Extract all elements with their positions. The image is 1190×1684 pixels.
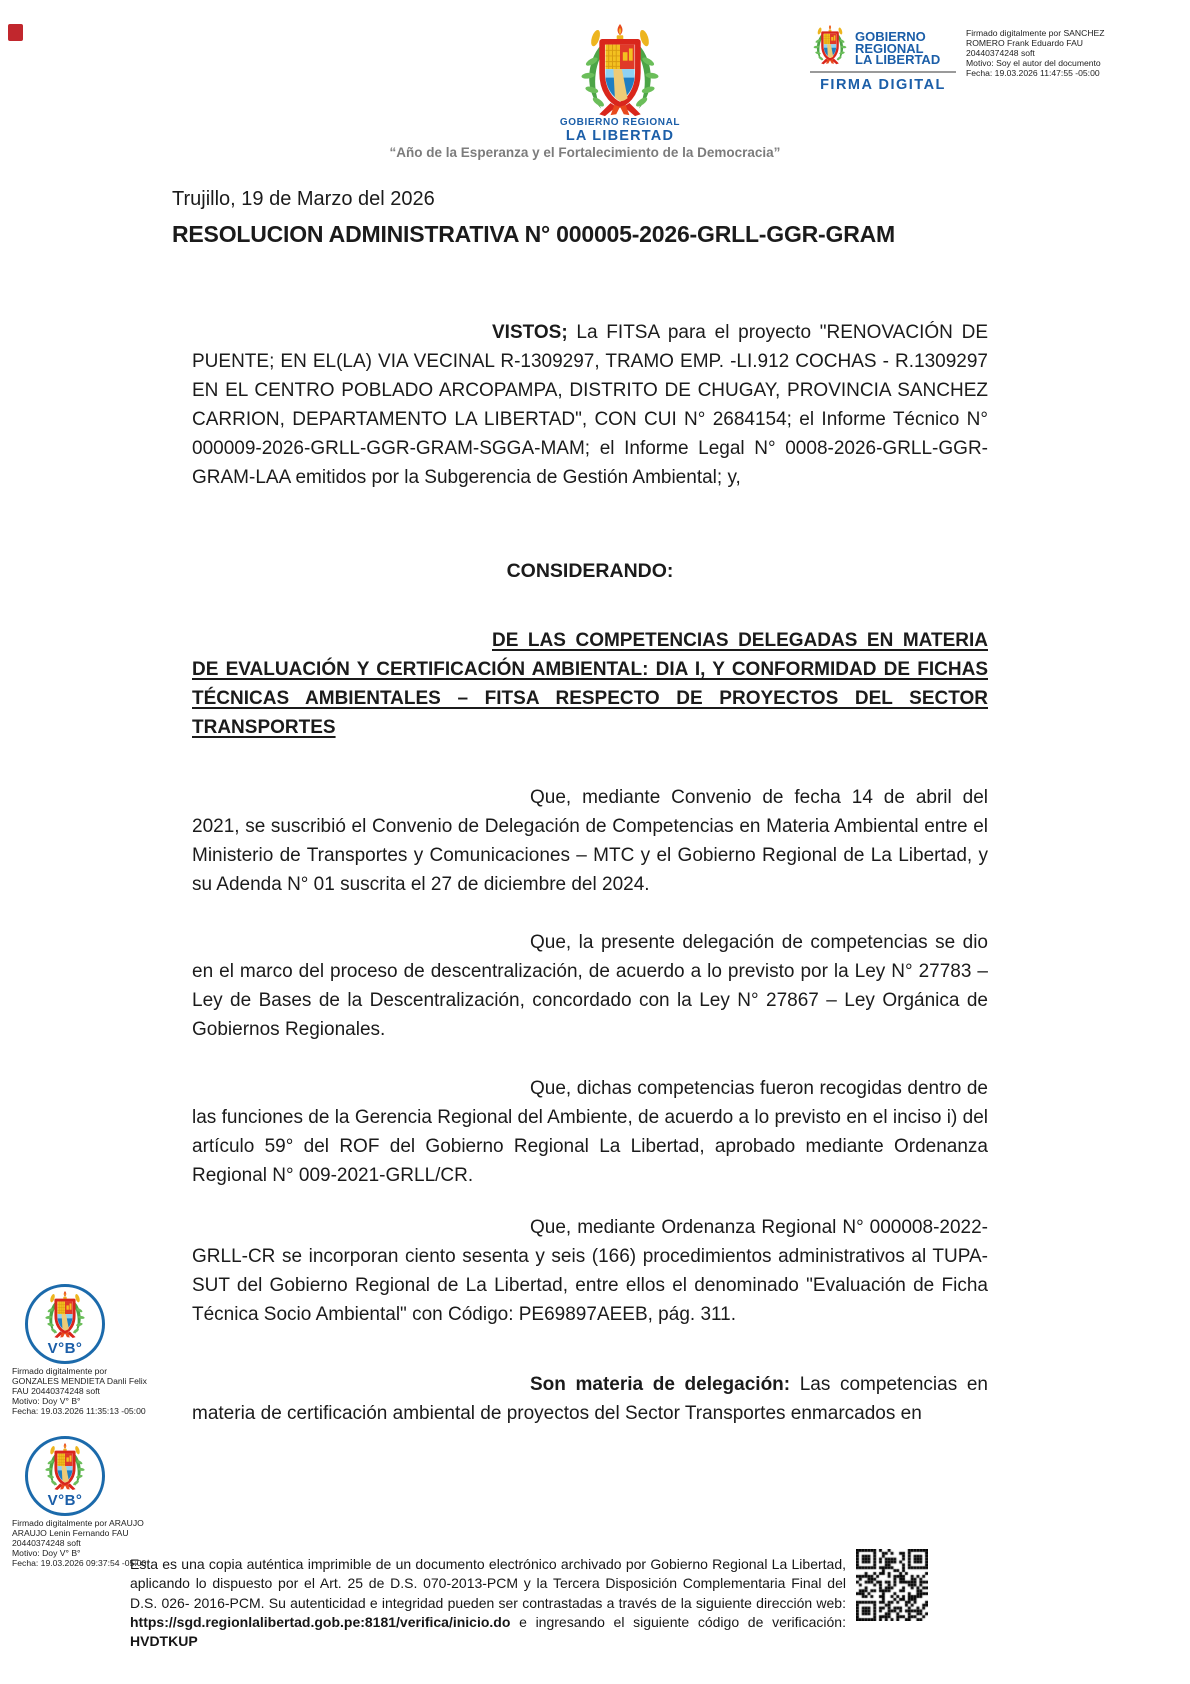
firma-digital-label: FIRMA DIGITAL — [820, 77, 946, 93]
signature-emblem-icon — [810, 22, 850, 68]
vistos-paragraph — [192, 318, 988, 492]
signature-detail-line: Firmado digitalmente por SANCHEZ — [966, 28, 1105, 38]
vobo-detail-line: Fecha: 19.03.2026 11:35:13 -05:00 — [12, 1406, 146, 1416]
motto-text: “Año de la Esperanza y el Fortalecimiento de la Democracia” — [389, 145, 781, 160]
considerando-paragraph: Que, la presente delegación de competencias se dio en el marco del proceso de descentralización, de acuerdo a lo previsto por la Ley N° 27783 – Ley de Bases de la Descentralización, concordado con la Ley N° 27867 – Ley Orgánica de Gobiernos Regionales. — [192, 932, 988, 1040]
vobo-seal — [25, 1436, 105, 1516]
delegation-label: Son materia de delegación: — [530, 1374, 791, 1395]
coat-of-arms-emblem — [573, 24, 667, 118]
resolution-title: RESOLUCION ADMINISTRATIVA N° 000005-2026-GRLL-GGR-GRAM — [172, 221, 895, 247]
vobo-detail-line: 20440374248 soft — [12, 1538, 81, 1548]
vobo-label: V°B° — [47, 1492, 83, 1509]
footer-text-before-url: Esta es una copia auténtica imprimible de un documento electrónico archivado por Gobierno Regional La Libertad, aplicando lo dispuesto por el Art. 25 de D.S. 070-2013-PCM y la Tercera Disposición Complementaria Final del D.S. 026- 2016-PCM. Su autenticidad e integridad pueden ser contrastadas a través de la siguiente dirección web: — [130, 1556, 846, 1611]
red-annotation-mark — [8, 24, 23, 41]
vobo-seal — [25, 1284, 105, 1364]
signature-detail-line: 20440374248 soft — [966, 47, 1035, 58]
header-org-name-line1: GOBIERNO REGIONAL — [559, 117, 681, 128]
vobo-detail-line: Firmado digitalmente por ARAUJO — [12, 1518, 144, 1528]
signature-org-line1: GOBIERNO — [855, 29, 926, 44]
vobo-detail-line: Motivo: Doy V° B° — [12, 1548, 81, 1558]
considerando-heading: CONSIDERANDO: — [506, 560, 674, 582]
vobo-detail-line: FAU 20440374248 soft — [12, 1386, 100, 1396]
vobo-signature-details — [12, 1366, 187, 1416]
vobo-emblem-icon — [41, 1291, 89, 1339]
vobo-emblem-icon — [41, 1443, 89, 1491]
vobo-stamp-2 — [12, 1436, 187, 1568]
section-heading — [192, 626, 988, 742]
signature-org-line3: LA LIBERTAD — [855, 52, 941, 67]
vobo-detail-line: Fecha: 19.03.2026 09:37:54 -05:00 — [12, 1558, 147, 1568]
vobo-detail-line: GONZALES MENDIETA Danli Felix — [12, 1376, 147, 1386]
header-org-name-line2: LA LIBERTAD — [565, 128, 675, 144]
signature-detail-line: ROMERO Frank Eduardo FAU — [966, 37, 1084, 48]
signature-logo-block — [810, 22, 960, 93]
vobo-detail-line: ARAUJO Lenin Fernando FAU — [12, 1528, 129, 1538]
digital-signature-stamp — [810, 22, 1128, 93]
vistos-label: VISTOS; — [492, 322, 568, 343]
vistos-text: La FITSA para el proyecto "RENOVACIÓN DE PUENTE; EN EL(LA) VIA VECINAL R-1309297, TRAMO EMP. -LI.912 COCHAS - R.1309297 EN EL CENTRO POBLADO ARCOPAMPA, DISTRITO DE CHUGAY, PROVINCIA SANCHEZ CARRION, DEPARTAMENTO LA LIBERTAD", CON CUI N° 2684154; el Informe Técnico N° 000009-2026-GRLL-GGR-GRAM-SGGA-MAM; el Informe Legal N° 0008-2026-GRLL-GGR-GRAM-LAA emitidos por la Subgerencia de Gestión Ambiental; y, — [192, 322, 988, 488]
considerando-paragraph: Que, mediante Ordenanza Regional N° 000008-2022-GRLL-CR se incorporan ciento sesenta y seis (166) procedimientos administrativos al TUPA-SUT del Gobierno Regional de La Libertad, entre ellos el denominado "Evaluación de Ficha Técnica Socio Ambiental" con Código: PE69897AEEB, pág. 311. — [192, 1217, 988, 1325]
signature-org-name — [855, 31, 940, 68]
section-heading-text: DE LAS COMPETENCIAS DELEGADAS EN MATERIA DE EVALUACIÓN Y CERTIFICACIÓN AMBIENTAL: DIA I, Y CONFORMIDAD DE FICHAS TÉCNICAS AMBIENTALES – FITSA RESPECTO DE PROYECTOS DEL SECTOR TRANSPORTES — [192, 630, 988, 738]
signature-org-line2: REGIONAL — [855, 40, 924, 56]
delegation-paragraph — [192, 1370, 988, 1428]
vobo-detail-line: Motivo: Doy V° B° — [12, 1396, 81, 1406]
verification-url: https://sgd.regionlalibertad.gob.pe:8181/verifica/inicio.do — [130, 1613, 511, 1630]
verification-code: HVDTKUP — [130, 1633, 198, 1650]
considerando-paragraph: Que, dichas competencias fueron recogidas dentro de las funciones de la Gerencia Regional del Ambiente, de acuerdo a lo previsto en el inciso i) del artículo 59° del ROF del Gobierno Regional La Libertad, aprobado mediante Ordenanza Regional N° 009-2021-GRLL/CR. — [192, 1078, 988, 1186]
signature-detail-line: Fecha: 19.03.2026 11:47:55 -05:00 — [966, 67, 1100, 78]
delegation-text: Las competencias en materia de certificación ambiental de proyectos del Sector Transportes enmarcados en — [192, 1374, 988, 1424]
qr-code — [856, 1549, 928, 1621]
footer-authenticity-note — [130, 1555, 846, 1651]
vobo-label: V°B° — [47, 1340, 83, 1357]
footer-text-after-url: e ingresando el siguiente código de verificación: — [510, 1613, 846, 1630]
vobo-detail-line: Firmado digitalmente por — [12, 1366, 108, 1376]
signature-detail-line: Motivo: Soy el autor del documento — [966, 57, 1101, 68]
considerando-paragraph: Que, mediante Convenio de fecha 14 de abril del 2021, se suscribió el Convenio de Delegación de Competencias en Materia Ambiental entre el Ministerio de Transportes y Comunicaciones – MTC y el Gobierno Regional de La Libertad, y su Adenda N° 01 suscrita el 27 de diciembre del 2024. — [192, 787, 988, 895]
signature-divider — [810, 71, 956, 73]
signature-details — [966, 22, 1128, 93]
vobo-stamp-1 — [12, 1284, 187, 1416]
place-date-line: Trujillo, 19 de Marzo del 2026 — [172, 188, 435, 210]
